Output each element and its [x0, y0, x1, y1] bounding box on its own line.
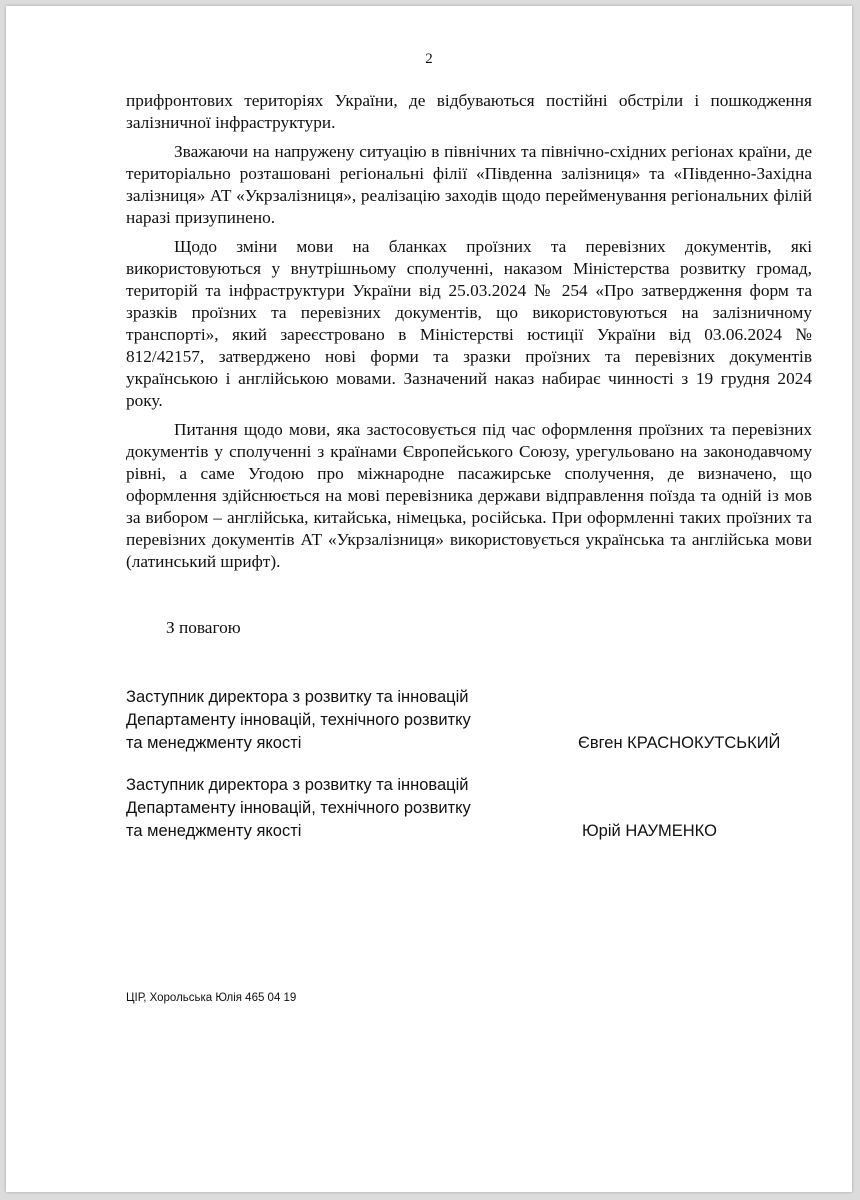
- position-line: Департаменту інновацій, технічного розвитку: [126, 799, 471, 817]
- position-line: Департаменту інновацій, технічного розвитку: [126, 711, 471, 729]
- page-number: 2: [425, 51, 433, 67]
- closing-salutation: З повагою: [166, 618, 241, 637]
- paragraph: Питання щодо мови, яка застосовується під час оформлення проїзних та перевізних документів у сполученні з країнами Європейського Союзу, урегульовано на законодавчому рівні, а саме Угодою про міжнародне пасажирське сполучення, де визначено, що оформлення здійснюється на мові перевізника держави відправлення поїзда та одній із мов за вибором – англійська, китайська, німецька, російська. При оформленні таких проїзних та перевізних документів АТ «Укрзалізниця» використовується українська та англійська мови (латинський шрифт).: [126, 420, 812, 571]
- paragraph: прифронтових територіях України, де відбуваються постійні обстріли і пошкодження залізничної інфраструктури.: [126, 91, 812, 132]
- footer-contact: ЦІР, Хорольська Юлія 465 04 19: [126, 992, 297, 1004]
- position-line: та менеджменту якості: [126, 822, 302, 840]
- signatory-name: Євген КРАСНОКУТСЬКИЙ: [578, 734, 781, 752]
- signature-block: [126, 686, 816, 755]
- letter-body: [126, 90, 812, 580]
- signature-block: [126, 774, 816, 843]
- position-line: та менеджменту якості: [126, 734, 302, 752]
- position-line: Заступник директора з розвитку та інновацій: [126, 688, 469, 706]
- position-line: Заступник директора з розвитку та інновацій: [126, 776, 469, 794]
- paragraph: Щодо зміни мови на бланках проїзних та перевізних документів, які використовуються у внутрішньому сполученні, наказом Міністерства розвитку громад, територій та інфраструктури України від 25.03.2024 № 254 «Про затвердження форм та зразків проїзних та перевізних документів, що використовуються на залізничному транспорті», який зареєстровано в Міністерстві юстиції України від 03.06.2024 № 812/42157, затверджено нові форми та зразки проїзних та перевізних документів українською і англійською мовами. Зазначений наказ набирає чинності з 19 грудня 2024 року.: [126, 237, 812, 410]
- paragraph: Зважаючи на напружену ситуацію в північних та північно-східних регіонах країни, де територіально розташовані регіональні філії «Південна залізниця» та «Південно-Західна залізниця» АТ «Укрзалізниця», реалізацію заходів щодо перейменування регіональних філій наразі призупинено.: [126, 142, 812, 227]
- document-page: [6, 6, 852, 1192]
- signatory-name: Юрій НАУМЕНКО: [582, 822, 717, 840]
